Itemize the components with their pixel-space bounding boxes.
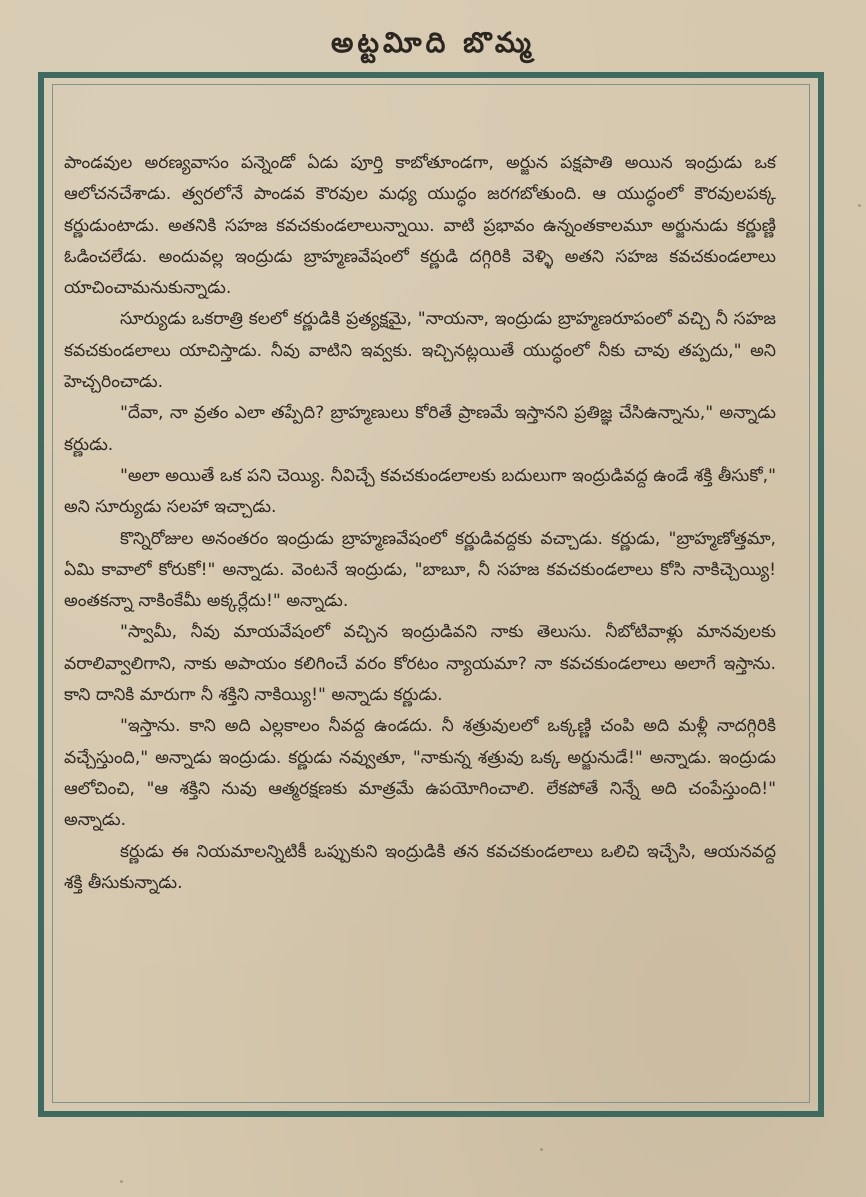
paper-speck: [120, 1180, 123, 1183]
paper-speck: [540, 1148, 543, 1151]
paragraph-3: "దేవా, నా వ్రతం ఎలా తప్పేది? బ్రాహ్మణులు కోరితే ప్రాణమే ఇస్తానని ప్రతిజ్ఞ చేసిఉన్నాను," అన్నాడు కర్ణుడు.: [64, 403, 776, 455]
paragraph-2: సూర్యుడు ఒకరాత్రి కలలో కర్ణుడికి ప్రత్యక్షమై, "నాయనా, ఇంద్రుడు బ్రాహ్మణరూపంలో వచ్చి నీ సహజ కవచకుండలాలు యాచిస్తాడు. నీవు వాటిని ఇవ్వకు. ఇచ్చినట్లయితే యుద్ధంలో నీకు చావు తప్పదు," అని హెచ్చరించాడు.: [64, 309, 776, 393]
paper-speck: [858, 204, 861, 207]
paragraph-7: "ఇస్తాను. కాని అది ఎల్లకాలం నీవద్ద ఉండదు. నీ శత్రువులలో ఒక్కణ్ణి చంపి అది మళ్లీ నాదగ్గిరికి వచ్చేస్తుంది," అన్నాడు ఇంద్రుడు. కర్ణుడు నవ్వుతూ, "నాకున్న శత్రువు ఒక్క అర్జునుడే!" అన్నాడు. ఇంద్రుడు ఆలోచించి, "ఆ శక్తిని నువు ఆత్మరక్షణకు మాత్రమే ఉపయోగించాలి. లేకపోతే నిన్నే అది చంపేస్తుంది!" అన్నాడు.: [64, 716, 776, 831]
paragraph-1: పాండవుల అరణ్యవాసం పన్నెండో ఏడు పూర్తి కాబోతూండగా, అర్జున పక్షపాతి అయిన ఇంద్రుడు ఒక ఆలోచనచేశాడు. త్వరలోనే పాండవ కౌరవుల మధ్య యుద్ధం జరగబోతుంది. ఆ యుద్ధంలో కౌరవులపక్క కర్ణుడుంటాడు. అతనికి సహజ కవచకుండలాలున్నాయి. వాటి ప్రభావం ఉన్నంతకాలమూ అర్జునుడు కర్ణుణ్ణి ఓడించలేడు. అందువల్ల ఇంద్రుడు బ్రాహ్మణవేషంలో కర్ణుడి దగ్గిరికి వెళ్ళి అతని సహజ కవచకుండలాలు యాచించామనుకున్నాడు.: [64, 153, 776, 299]
paragraph-4: "అలా అయితే ఒక పని చెయ్యి. నీవిచ్చే కవచకుండలాలకు బదులుగా ఇంద్రుడివద్ద ఉండే శక్తి తీసుకో," అని సూర్యుడు సలహా ఇచ్చాడు.: [64, 465, 776, 518]
paragraph-6: "స్వామీ, నీవు మాయవేషంలో వచ్చిన ఇంద్రుడివని నాకు తెలుసు. నీబోటివాళ్లు మానవులకు వరాలివ్వాలిగాని, నాకు అపాయం కలిగించే వరం కోరటం న్యాయమా? నా కవచకుండలాలు అలాగే ఇస్తాను. కాని దానికి మారుగా నీ శక్తిని నాకియ్యి!" అన్నాడు కర్ణుడు.: [64, 622, 776, 706]
paragraph-5: కొన్నిరోజుల అనంతరం ఇంద్రుడు బ్రాహ్మణవేషంలో కర్ణుడివద్దకు వచ్చాడు. కర్ణుడు, "బ్రాహ్మణోత్తమా, ఏమి కావాలో కోరుకో!" అన్నాడు. వెంటనే ఇంద్రుడు, "బాబూ, నీ సహజ కవచకుండలాలు కోసి నాకిచ్చెయ్యి! అంతకన్నా నాకింకేమీ అక్కర్లేదు!" అన్నాడు.: [64, 528, 776, 612]
paragraph-8: కర్ణుడు ఈ నియమాలన్నిటికీ ఒప్పుకుని ఇంద్రుడికి తన కవచకుండలాలు ఒలిచి ఇచ్చేసి, ఆయనవద్ద శక్తి తీసుకున్నాడు.: [64, 841, 776, 893]
page-title: అట్టవిూది బొమ్మ: [330, 26, 536, 59]
story-text: [64, 148, 776, 899]
